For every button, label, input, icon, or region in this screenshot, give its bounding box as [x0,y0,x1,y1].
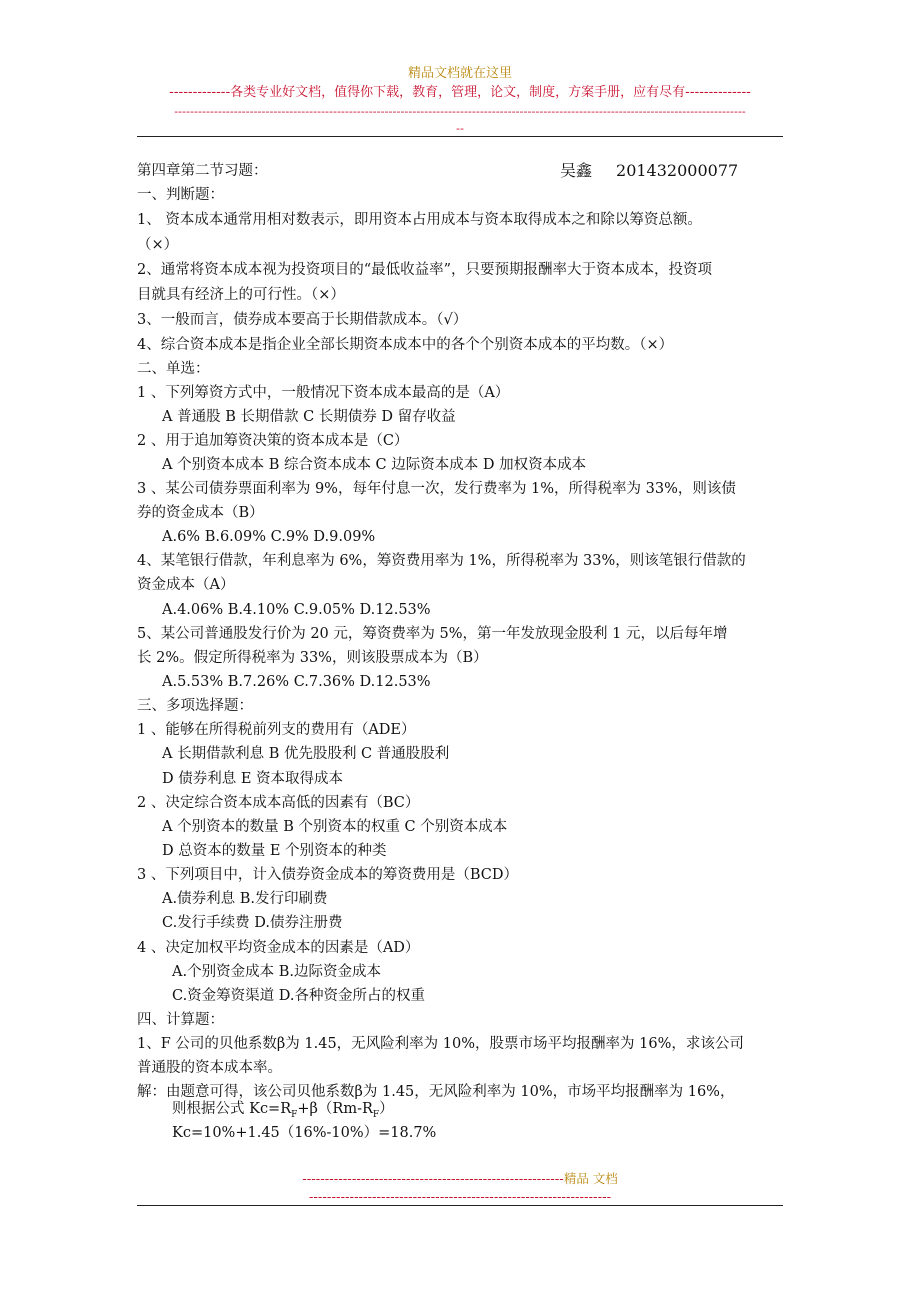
text-line: A.债券利息 B.发行印刷费 [162,891,328,907]
text-line: 5、某公司普通股发行价为 20 元，筹资费率为 5%，第一年发放现金股利 1 元，以后每年增 [137,626,728,642]
text-line: 券的资金成本（B） [137,505,264,521]
text-line: A 长期借款利息 B 优先股股利 C 普通股股利 [162,746,450,762]
text-line: 2 、用于追加筹资决策的资本成本是（C） [137,433,409,449]
footer-banner [0,1171,920,1187]
text-line: A 个别资本的数量 B 个别资本的权重 C 个别资本成本 [162,819,508,835]
text-line: 2、通常将资本成本视为投资项目的“最低收益率”，只要预期报酬率大于资本成本，投资项 [137,262,713,278]
text-line: 1、 资本成本通常用相对数表示，即用资本占用成本与资本取得成本之和除以筹资总额。 [137,212,702,228]
text-line: 二、单选： [137,361,210,377]
formula-line-1 [172,1099,394,1125]
text-line: A.6% B.6.09% C.9% D.9.09% [162,529,376,545]
formula-subscript: F [291,1109,298,1120]
author-info [560,158,762,181]
text-line: A 普通股 B 长期借款 C 长期债券 D 留存收益 [162,409,456,425]
text-line: A.个别资金成本 B.边际资金成本 [172,964,381,980]
text-line: 4、某笔银行借款，年利息率为 6%，筹资费用率为 1%，所得税率为 33%，则该笔银行借款的 [137,553,746,569]
text-line: 长 2%。假定所得税率为 33%，则该股票成本为（B） [137,650,488,666]
student-id: 201432000077 [616,161,739,180]
text-line: 4、综合资本成本是指企业全部长期资本成本中的各个个别资本成本的平均数。（×） [137,337,674,353]
formula-line-2: Kc=10%+1.45（16%-10%）=18.7% [172,1125,437,1141]
header-dashes-tail: -- [456,122,464,135]
text-line: 1 、下列筹资方式中，一般情况下资本成本最高的是（A） [137,385,510,401]
text-line: A.4.06% B.4.10% C.9.05% D.12.53% [162,602,431,618]
text-line: 四、计算题： [137,1012,224,1028]
footer-label: 精品 文档 [563,1171,618,1186]
text-line: 1 、能够在所得税前列支的费用有（ADE） [137,722,416,738]
formula-text: ） [379,1101,394,1117]
text-line: D 债券利息 E 资本取得成本 [162,771,344,787]
header-tagline: -------------各类专业好文档，值得你下载，教育，管理，论文，制度，方案手册，应有尽有-------------- [169,85,751,100]
text-line: C.资金筹资渠道 D.各种资金所占的权重 [172,988,426,1004]
header-dashes: ------------------------------------------------------------------------------------------------------------------------------------------------ [174,105,746,118]
header-rule [137,136,783,137]
text-line: 三、多项选择题： [137,698,253,714]
text-line: 3 、某公司债券票面利率为 9%，每年付息一次，发行费率为 1%，所得税率为 33%，则该债 [137,481,736,497]
text-line: C.发行手续费 D.债券注册费 [162,915,343,931]
text-line: 3 、下列项目中，计入债券资金成本的筹资费用是（BCD） [137,867,518,883]
text-line: 资金成本（A） [137,577,235,593]
text-line: 一、判断题： [137,187,224,203]
text-line: 目就具有经济上的可行性。（×） [137,287,345,303]
text-line: A 个别资本成本 B 综合资本成本 C 边际资本成本 D 加权资本成本 [162,457,587,473]
footer-dashes-line: ------------------------------------------------------------------- [308,1189,612,1204]
text-line: 解：由题意可得，该公司贝他系数β为 1.45，无风险利率为 10%，市场平均报酬率为 16%， [137,1084,735,1100]
text-line: A.5.53% B.7.26% C.7.36% D.12.53% [162,674,431,690]
text-line: 1、F 公司的贝他系数β为 1.45，无风险利率为 10%，股票市场平均报酬率为 16%，求该公司 [137,1036,744,1052]
formula-text: +β（Rm-R [297,1101,373,1117]
text-line: D 总资本的数量 E 个别资本的种类 [162,843,387,859]
formula-text: 则根据公式 Kc=R [172,1101,292,1117]
footer-rule [137,1205,783,1206]
text-line: 4 、决定加权平均资金成本的因素是（AD） [137,940,420,956]
text-line: 2 、决定综合资本成本高低的因素有（BC） [137,795,420,811]
text-line: 普通股的资本成本率。 [137,1060,282,1076]
page-title: 第四章第二节习题： [137,163,268,179]
text-line: （×） [137,237,179,253]
formula-subscript: F [372,1109,380,1120]
text-line: 3、一般而言，债券成本要高于长期借款成本。（√） [137,312,468,328]
header-banner: 精品文档就在这里 [407,66,512,81]
footer-dashes: ---------------------------------------------------------- [302,1171,564,1186]
author-name: 吴鑫 [560,161,593,180]
